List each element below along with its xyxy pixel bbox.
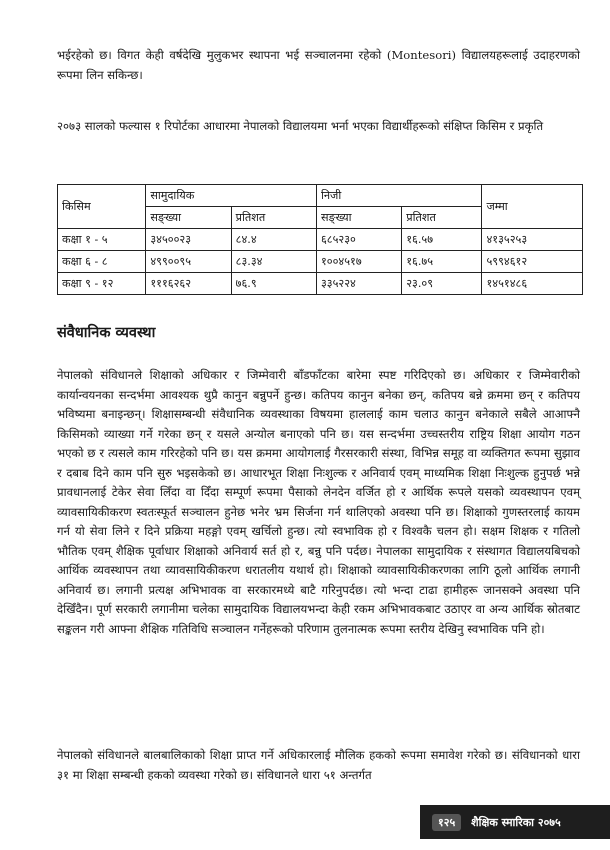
cell-samudayik-sankhya: १११६२६२	[146, 273, 231, 295]
header-jamma: जम्मा	[482, 185, 583, 229]
table-row	[58, 251, 583, 273]
cell-jamma: १४५१४८६	[482, 273, 583, 295]
enrollment-table	[57, 184, 583, 295]
header-niji: निजी	[316, 185, 482, 207]
table-row	[58, 229, 583, 251]
table-caption-paragraph: २०७३ सालको फल्यास १ रिपोर्टका आधारमा नेपालको विद्यालयमा भर्ना भएका विद्यार्थीहरूको संक्षिप्त किसिम र प्रकृति	[57, 119, 544, 133]
cell-niji-pratishat: १६.७५	[402, 251, 482, 273]
cell-niji-sankhya: ३३५२२४	[316, 273, 401, 295]
cell-samudayik-pratishat: ८४.४	[231, 229, 316, 251]
subheader-samudayik-sankhya: सङ्ख्या	[146, 207, 231, 229]
header-kisim: किसिम	[58, 185, 146, 229]
page-number: १२५	[432, 814, 461, 831]
cell-kisim: कक्षा ९ - १२	[58, 273, 146, 295]
subheader-samudayik-pratishat: प्रतिशत	[231, 207, 316, 229]
cell-niji-sankhya: १००४५१७	[316, 251, 401, 273]
table-header-row	[58, 185, 583, 207]
body-paragraph: नेपालको संविधानले शिक्षाको अधिकार र जिम्मेवारी बाँडफाँटका बारेमा स्पष्ट गरिदिएको छ। अधिकार र जिम्मेवारीको कार्यान्वयनका सन्दर्भमा आवश्यक थुप्रै कानुन बन्नुपर्ने हुन्छ। कतिपय कानुन बनेका छन्, कतिपय बन्ने क्रममा छन् र कतिपय भविष्यमा बनाइन्छन्। शिक्षासम्बन्धी संवैधानिक व्यवस्थाका विषयमा हाललाई काम चलाउ कानुन बनेकाले सबैले आआफ्नै किसिमको व्याख्या गर्ने गरेका छन् र यसले अन्योल बनाएको पनि छ। यस सन्दर्भमा उच्चस्तरीय राष्ट्रिय शिक्षा आयोग गठन भएको छ र त्यसले काम गरिरहेको पनि छ। यस क्रममा आयोगलाई गैरसरकारी संस्था, विभिन्न समूह वा व्यक्तिगत रूपमा सुझाव र दबाब दिने काम पनि सुरु भइसकेको छ। आधारभूत शिक्षा निःशुल्क र अनिवार्य एवम् माध्यमिक शिक्षा निःशुल्क हुनुपर्छ भन्ने प्रावधानलाई टेकेर सेवा लिँदा वा दिँदा सम्पूर्ण रूपमा पैसाको लेनदेन वर्जित हो र आर्थिक रूपले यसको व्यवस्थापन एवम् व्यावसायिकीकरण स्वतःस्फूर्त सञ्चालन हुनेछ भनेर भ्रम सिर्जना गर्न थालिएको अवस्था पनि छ। शिक्षाको गुणस्तरलाई कायम गर्न यो सेवा लिने र दिने प्रक्रिया महङ्गो एवम् खर्चिलो हुन्छ। त्यो स्वभाविक हो र विश्वकै चलन हो। सक्षम शिक्षक र गतिलो भौतिक एवम् शैक्षिक पूर्वाधार शिक्षाको अनिवार्य सर्त हो र, बन्नु पनि पर्दछ। नेपालका सामुदायिक र संस्थागत विद्यालयबिचको आर्थिक व्यवस्थापन तथा व्यावसायिकीकरण धरातलीय यथार्थ हो। शिक्षाको व्यावसायिकीकरणका लागि ठूलो आर्थिक लगानी अनिवार्य छ। लगानी प्रत्यक्ष अभिभावक वा सरकारमध्ये बाटै गरिनुपर्दछ। त्यो भन्दा टाढा हामीहरू जानसक्ने अवस्था पनि देखिँदैन। पूर्ण सरकारी लगानीमा चलेका सामुदायिक विद्यालयभन्दा केही रकम अभिभावकबाट उठाएर वा अन्य आर्थिक स्रोतबाट सङ्कलन गरी आफ्ना शैक्षिक गतिविधि सञ्चालन गर्नेहरूको परिणाम तुलनात्मक रूपमा स्तरीय देखिनु स्वभाविक पनि हो।	[57, 368, 580, 636]
cell-niji-pratishat: १६.५७	[402, 229, 482, 251]
subheader-niji-sankhya: सङ्ख्या	[316, 207, 401, 229]
cell-kisim: कक्षा १ - ५	[58, 229, 146, 251]
cell-niji-pratishat: २३.०९	[402, 273, 482, 295]
cell-samudayik-pratishat: ७६.९	[231, 273, 316, 295]
publication-name: शैक्षिक स्मारिका २०७५	[471, 815, 561, 829]
cell-samudayik-sankhya: ३४५००२३	[146, 229, 231, 251]
intro-paragraph: भईरहेको छ। विगत केही वर्षदेखि मुलुकभर स्थापना भई सञ्चालनमा रहेको (Montesori) विद्यालयहरूलाई उदाहरणको रूपमा लिन सकिन्छ।	[57, 48, 580, 82]
table-row	[58, 273, 583, 295]
cell-kisim: कक्षा ६ - ८	[58, 251, 146, 273]
cell-samudayik-sankhya: ४९९००९५	[146, 251, 231, 273]
cell-niji-sankhya: ६८५२३०	[316, 229, 401, 251]
cell-jamma: ५९९४६१२	[482, 251, 583, 273]
closing-paragraph: नेपालको संविधानले बालबालिकाको शिक्षा प्राप्त गर्ने अधिकारलाई मौलिक हकको रूपमा समावेश गरेको छ। संविधानको धारा ३१ मा शिक्षा सम्बन्धी हकको व्यवस्था गरेको छ। संविधानले धारा ५१ अन्तर्गत	[57, 748, 580, 782]
subheader-niji-pratishat: प्रतिशत	[402, 207, 482, 229]
page-footer	[420, 805, 610, 839]
cell-jamma: ४१३५२५३	[482, 229, 583, 251]
header-samudayik: सामुदायिक	[146, 185, 317, 207]
cell-samudayik-pratishat: ८३.३४	[231, 251, 316, 273]
section-heading: संवैधानिक व्यवस्था	[57, 325, 156, 341]
